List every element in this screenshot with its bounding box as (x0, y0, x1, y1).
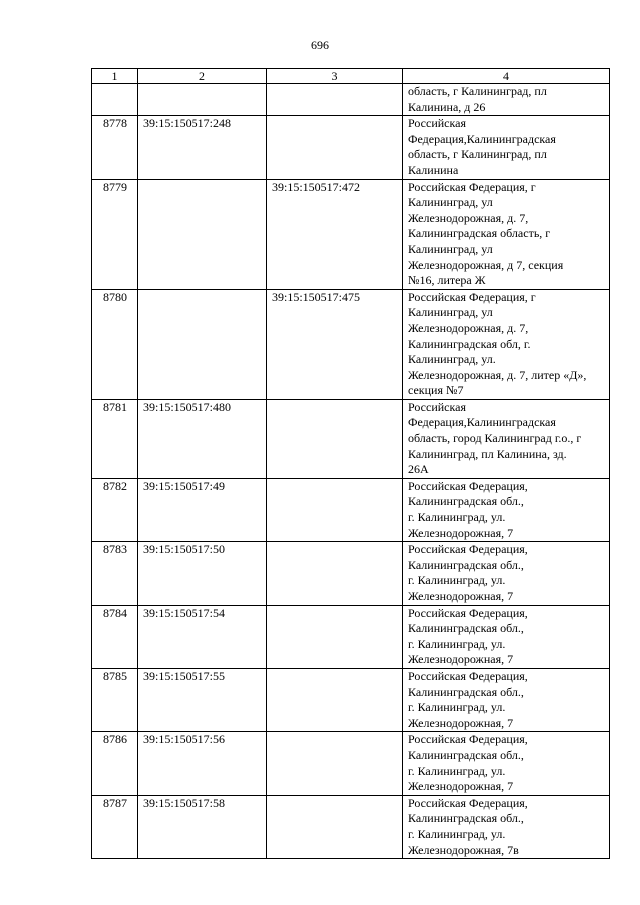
cadastral-number-col2: 39:15:150517:50 (138, 542, 267, 605)
cadastral-number-col3 (267, 795, 403, 858)
cadastral-number-col3 (267, 116, 403, 179)
address-line: Федерация,Калининградская (408, 415, 556, 430)
address-line: г. Калининград, ул. (408, 573, 506, 588)
cadastral-number-col3 (267, 732, 403, 795)
address-line: Железнодорожная, 7 (408, 715, 514, 730)
row-number: 8782 (92, 478, 138, 541)
address-line: Калининград, пл Калинина, зд. (408, 446, 567, 461)
header-col-1: 1 (92, 69, 138, 84)
cadastral-number-col3 (267, 542, 403, 605)
address-line: Железнодорожная, 7 (408, 779, 514, 794)
cadastral-number-col2: 39:15:150517:480 (138, 399, 267, 478)
address-cell (403, 116, 610, 179)
address-cell (403, 179, 610, 289)
address-line: Железнодорожная, д. 7, литер «Д», (408, 367, 587, 382)
row-number: 8780 (92, 289, 138, 399)
address-line: Российская Федерация, г (408, 289, 536, 304)
cadastral-number-col2: 39:15:150517:56 (138, 732, 267, 795)
address-line: Железнодорожная, д. 7, (408, 210, 529, 225)
row-number: 8779 (92, 179, 138, 289)
address-line: Калининградская обл., (408, 557, 524, 572)
page-number: 696 (311, 38, 329, 52)
address-line: Калининградская обл., (408, 811, 524, 826)
address-line: Железнодорожная, 7 (408, 525, 514, 540)
address-line: Калининградская обл., (408, 747, 524, 762)
address-line: Калининград, ул (408, 305, 493, 320)
address-line: Калининградская обл, г. (408, 336, 531, 351)
cadastral-number-col3 (267, 605, 403, 668)
address-line: г. Калининград, ул. (408, 826, 506, 841)
address-line: область, г Калининград, пл (408, 147, 547, 162)
address-line: г. Калининград, ул. (408, 510, 506, 525)
address-line: Железнодорожная, д 7, секция (408, 257, 564, 272)
header-col-4: 4 (403, 69, 610, 84)
cadastral-number-col3 (267, 84, 403, 116)
row-number (92, 84, 138, 116)
table-row (92, 289, 610, 399)
address-line: Железнодорожная, 7 (408, 652, 514, 667)
table-row (92, 478, 610, 541)
cadastral-number-col2: 39:15:150517:54 (138, 605, 267, 668)
address-line: Калининград, ул (408, 195, 493, 210)
cadastral-number-col3: 39:15:150517:475 (267, 289, 403, 399)
table-row (92, 542, 610, 605)
address-line: Калининградская обл., (408, 494, 524, 509)
address-line: Железнодорожная, 7в (408, 842, 519, 857)
address-line: секция №7 (408, 383, 464, 398)
address-line: Российская Федерация, (408, 542, 528, 557)
address-line: №16, литера Ж (408, 273, 486, 288)
row-number: 8781 (92, 399, 138, 478)
table-body (92, 84, 610, 859)
address-cell (403, 542, 610, 605)
address-cell (403, 84, 610, 116)
row-number: 8787 (92, 795, 138, 858)
header-col-2: 2 (138, 69, 267, 84)
address-line: Железнодорожная, 7 (408, 589, 514, 603)
address-cell (403, 795, 610, 858)
table-row (92, 732, 610, 795)
address-line: Калининградская обл., (408, 621, 524, 636)
cadastral-number-col3 (267, 668, 403, 731)
cadastral-number-col2: 39:15:150517:49 (138, 478, 267, 541)
row-number: 8786 (92, 732, 138, 795)
row-number: 8784 (92, 605, 138, 668)
row-number: 8783 (92, 542, 138, 605)
address-line: Российская Федерация, (408, 732, 528, 747)
address-cell (403, 605, 610, 668)
address-line: Российская Федерация, (408, 668, 528, 683)
address-line: Калинина, д 26 (408, 99, 486, 114)
address-line: Российская Федерация, (408, 795, 528, 810)
cadastral-number-col2: 39:15:150517:248 (138, 116, 267, 179)
address-line: Калининград, ул (408, 241, 493, 256)
address-line: Калинина (408, 162, 459, 177)
address-line: Калининград, ул. (408, 352, 496, 367)
address-line: Российская (408, 116, 466, 131)
address-line: г. Калининград, ул. (408, 636, 506, 651)
address-line: область, город Калининград г.о., г (408, 431, 582, 446)
address-cell (403, 668, 610, 731)
row-number: 8778 (92, 116, 138, 179)
cadastral-number-col2 (138, 84, 267, 116)
cadastral-number-col2 (138, 289, 267, 399)
table-row (92, 84, 610, 116)
table-row (92, 179, 610, 289)
table-row (92, 668, 610, 731)
cadastral-number-col3 (267, 399, 403, 478)
table-row (92, 116, 610, 179)
address-line: Калининградская область, г (408, 226, 551, 241)
address-line: г. Калининград, ул. (408, 700, 506, 715)
address-line: Российская Федерация, г (408, 179, 536, 194)
header-row (92, 69, 610, 84)
address-line: Российская Федерация, (408, 478, 528, 493)
address-cell (403, 289, 610, 399)
address-line: Федерация,Калининградская (408, 131, 556, 146)
address-line: Железнодорожная, д. 7, (408, 320, 529, 335)
address-line: Российская (408, 399, 466, 414)
registry-table (91, 68, 610, 859)
cadastral-number-col3: 39:15:150517:472 (267, 179, 403, 289)
address-line: 26А (408, 462, 429, 477)
address-line: Российская Федерация, (408, 605, 528, 620)
table-row (92, 605, 610, 668)
cadastral-number-col2: 39:15:150517:58 (138, 795, 267, 858)
table-row (92, 399, 610, 478)
address-cell (403, 732, 610, 795)
cadastral-number-col3 (267, 478, 403, 541)
cadastral-number-col2 (138, 179, 267, 289)
header-col-3: 3 (267, 69, 403, 84)
address-line: область, г Калининград, пл (408, 84, 547, 98)
address-cell (403, 399, 610, 478)
address-line: г. Калининград, ул. (408, 763, 506, 778)
cadastral-number-col2: 39:15:150517:55 (138, 668, 267, 731)
address-cell (403, 478, 610, 541)
row-number: 8785 (92, 668, 138, 731)
address-line: Калининградская обл., (408, 684, 524, 699)
table-row (92, 795, 610, 858)
